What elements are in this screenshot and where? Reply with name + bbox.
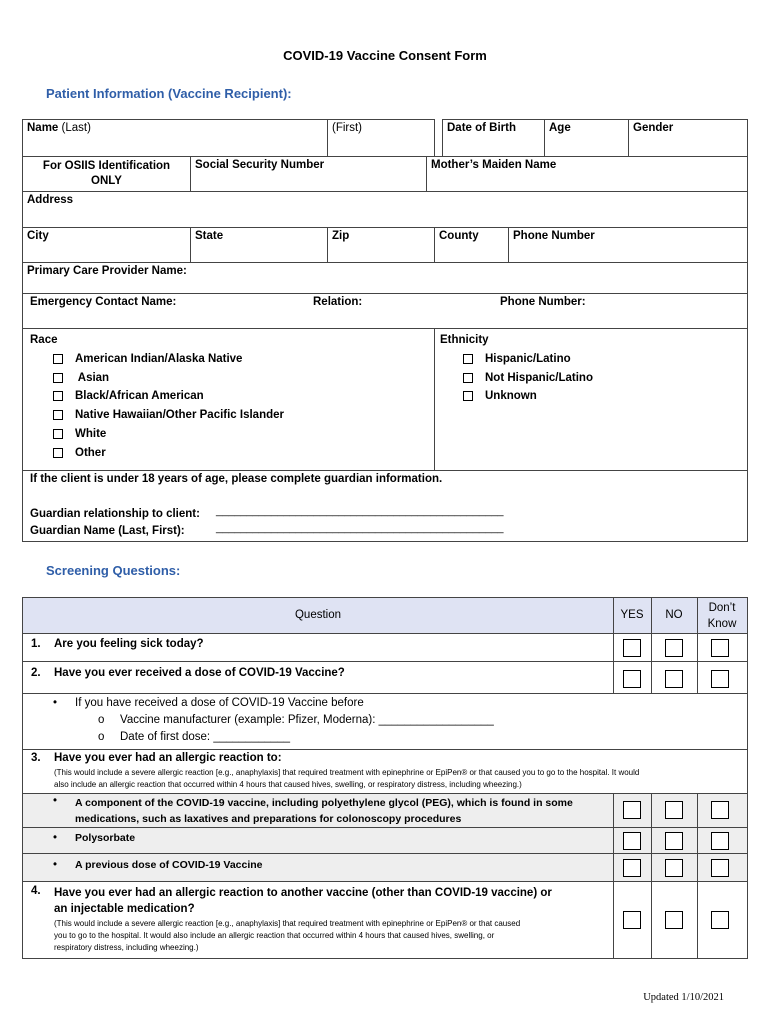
no-checkbox[interactable] [665,859,683,877]
no-checkbox[interactable] [665,801,683,819]
q2-intro: If you have received a dose of COVID-19 Vaccine before [75,697,364,709]
osiis-label: For OSIIS Identification ONLY [42,160,171,187]
race-option[interactable]: American Indian/Alaska Native [30,350,427,369]
yes-checkbox[interactable] [623,639,641,657]
yes-checkbox[interactable] [623,801,641,819]
table-row-q2-details [23,694,747,750]
phone-field[interactable] [508,227,748,263]
column-divider [697,794,698,958]
ethnicity-option[interactable]: Hispanic/Latino [440,350,742,369]
column-divider [651,662,652,694]
race-option[interactable]: Black/African American [30,387,427,406]
first-label: (First) [332,122,363,134]
city-field[interactable] [22,227,191,263]
checkbox-icon[interactable] [53,448,63,458]
name-first-field[interactable] [327,119,435,157]
address-field[interactable] [22,191,748,228]
first-dose-date-field[interactable]: Date of first dose: ____________ [120,731,291,743]
question-text: A component of the COVID-19 vaccine, including polyethylene glycol (PEG), which is found in some medications, such as laxatives and preparations for colonoscopy procedures [75,797,573,825]
zip-label: Zip [332,230,350,242]
state-label: State [195,230,224,242]
gender-field[interactable] [628,119,748,157]
dont-know-checkbox[interactable] [711,639,729,657]
name-label: Name [27,122,59,134]
yes-checkbox[interactable] [623,832,641,850]
osiis-cell [22,156,191,192]
gender-label: Gender [633,122,674,134]
county-label: County [439,230,479,242]
column-divider [651,598,652,662]
circle-bullet-icon: o [98,731,105,743]
vaccine-manufacturer-field[interactable]: Vaccine manufacturer (example: Pfizer, Moderna): __________________ [120,714,494,726]
question-text: Have you ever had an allergic reaction to: [54,752,282,764]
table-row-q1: 1. Are you feeling sick today? [23,634,747,662]
no-checkbox[interactable] [665,832,683,850]
zip-field[interactable] [327,227,435,263]
section-heading-patient: Patient Information (Vaccine Recipient): [46,86,292,101]
dob-label: Date of Birth [447,122,516,134]
pcp-label: Primary Care Provider Name: [27,265,187,277]
yes-checkbox[interactable] [623,859,641,877]
checkbox-icon[interactable] [53,391,63,401]
address-label: Address [27,194,74,206]
ethnicity-section [434,328,748,471]
column-divider [613,794,614,958]
q4-note: (This would include a severe allergic reaction [e.g., anaphylaxis] that required treatment with epinephrine or EpiPen® or that caused you to go to the hospital. It would also include an allergic reaction that occurred within 4 hours that caused hives, swelling, or respiratory distress, including wheezing.) [54,919,521,952]
guardian-section [22,470,748,542]
race-option[interactable]: Native Hawaiian/Other Pacific Islander [30,406,427,425]
ssn-label: Social Security Number [195,159,325,171]
emergency-phone-label: Phone Number: [500,296,586,308]
question-text: Are you feeling sick today? [54,638,204,650]
column-divider [613,662,614,694]
county-field[interactable] [434,227,509,263]
maiden-name-label: Mother’s Maiden Name [431,159,557,171]
age-field[interactable] [544,119,629,157]
column-divider [613,598,614,662]
header-no: NO [665,609,683,621]
name-last-field[interactable] [22,119,328,157]
table-row-q3b [23,828,747,854]
header-dont-know: Don’t Know [707,602,737,630]
state-field[interactable] [190,227,328,263]
column-divider [651,794,652,958]
no-checkbox[interactable] [665,911,683,929]
bullet-icon: • [53,859,58,871]
city-label: City [27,230,49,242]
no-checkbox[interactable] [665,670,683,688]
bullet-icon: • [53,697,58,709]
screening-table [22,597,748,959]
race-section [22,328,435,471]
question-text: Have you ever received a dose of COVID-19 Vaccine? [54,667,345,679]
header-yes: YES [620,609,644,621]
checkbox-icon[interactable] [53,429,63,439]
column-divider [697,662,698,694]
emergency-contact-row[interactable] [22,293,748,329]
race-option[interactable]: White [30,425,427,444]
pcp-field[interactable] [22,262,748,294]
ethnicity-option[interactable]: Unknown [440,387,742,406]
last-label: (Last) [61,122,91,134]
relation-label: Relation: [313,296,363,308]
circle-bullet-icon: o [98,714,105,726]
yes-checkbox[interactable] [623,911,641,929]
checkbox-icon[interactable] [463,354,473,364]
checkbox-icon[interactable] [463,391,473,401]
no-checkbox[interactable] [665,639,683,657]
age-label: Age [549,122,571,134]
q3-note: (This would include a severe allergic reaction [e.g., anaphylaxis] that required treatment with epinephrine or EpiPen® or that caused you to go to the hospital. It would also include an allergic reaction that occurred within 4 hours that caused hives, swelling, or respiratory distress, including wheezing.) [54,768,640,789]
race-option[interactable]: Other [30,444,427,463]
dont-know-checkbox[interactable] [711,832,729,850]
table-row-q3: 3. Have you ever had an allergic reaction to: (This would include a severe allergic reaction [e.g., anaphylaxis] that required treatment with epinephrine or EpiPen® or that caused you to go to the hospital. It would also include an allergic reaction that occurred within 4 hours that caused hives, swelling, or respiratory distress, including wheezing.) [23,750,747,794]
checkbox-icon[interactable] [463,373,473,383]
column-divider [697,598,698,662]
checkbox-icon[interactable] [53,354,63,364]
table-row-q2: 2. Have you ever received a dose of COVID-19 Vaccine? [23,662,747,694]
phone-label: Phone Number [513,230,595,242]
race-option[interactable]: Asian [30,369,427,388]
header-question: Question [294,609,342,621]
ethnicity-label: Ethnicity [440,334,489,346]
ssn-field[interactable] [190,156,427,192]
checkbox-icon[interactable] [53,410,63,420]
updated-date: Updated 1/10/2021 [643,992,724,1003]
yes-checkbox[interactable] [623,670,641,688]
guardian-relationship-blank[interactable]: _______________________________________________ [216,505,504,517]
bullet-icon: • [53,832,58,844]
guardian-relationship-label: Guardian relationship to client: [30,508,200,520]
race-label: Race [30,334,58,346]
table-row-q3c [23,854,747,882]
emergency-name-label: Emergency Contact Name: [30,296,177,308]
table-header-row [23,598,747,634]
question-text: A previous dose of COVID-19 Vaccine [75,859,263,871]
ethnicity-option[interactable]: Not Hispanic/Latino [440,369,742,388]
maiden-name-field[interactable] [426,156,748,192]
dont-know-checkbox[interactable] [711,859,729,877]
question-text: Have you ever had an allergic reaction to another vaccine (other than COVID-19 vaccine) or an injectable medication? [54,887,552,915]
dont-know-checkbox[interactable] [711,801,729,819]
question-text: Polysorbate [75,832,136,844]
guardian-name-label: Guardian Name (Last, First): [30,525,185,537]
table-row-q4: 4. Have you ever had an allergic reaction to another vaccine (other than COVID-19 vaccine) or an injectable medication? (This would include a severe allergic reaction [e.g., anaphylaxis] that required treatment with epinephrine or EpiPen® or that caused you to go to the hospital. It would also include an allergic reaction that occurred within 4 hours that caused hives, swelling, or respiratory distress, including wheezing.) [23,882,747,958]
section-heading-screening: Screening Questions: [46,563,181,578]
dob-field[interactable] [442,119,545,157]
table-row-q3a [23,794,747,828]
guardian-note: If the client is under 18 years of age, please complete guardian information. [30,473,443,485]
dont-know-checkbox[interactable] [711,670,729,688]
bullet-icon: • [53,795,58,807]
checkbox-icon[interactable] [53,373,63,383]
dont-know-checkbox[interactable] [711,911,729,929]
form-title: COVID-19 Vaccine Consent Form [283,48,487,63]
guardian-name-blank[interactable]: _______________________________________________ [216,522,504,534]
